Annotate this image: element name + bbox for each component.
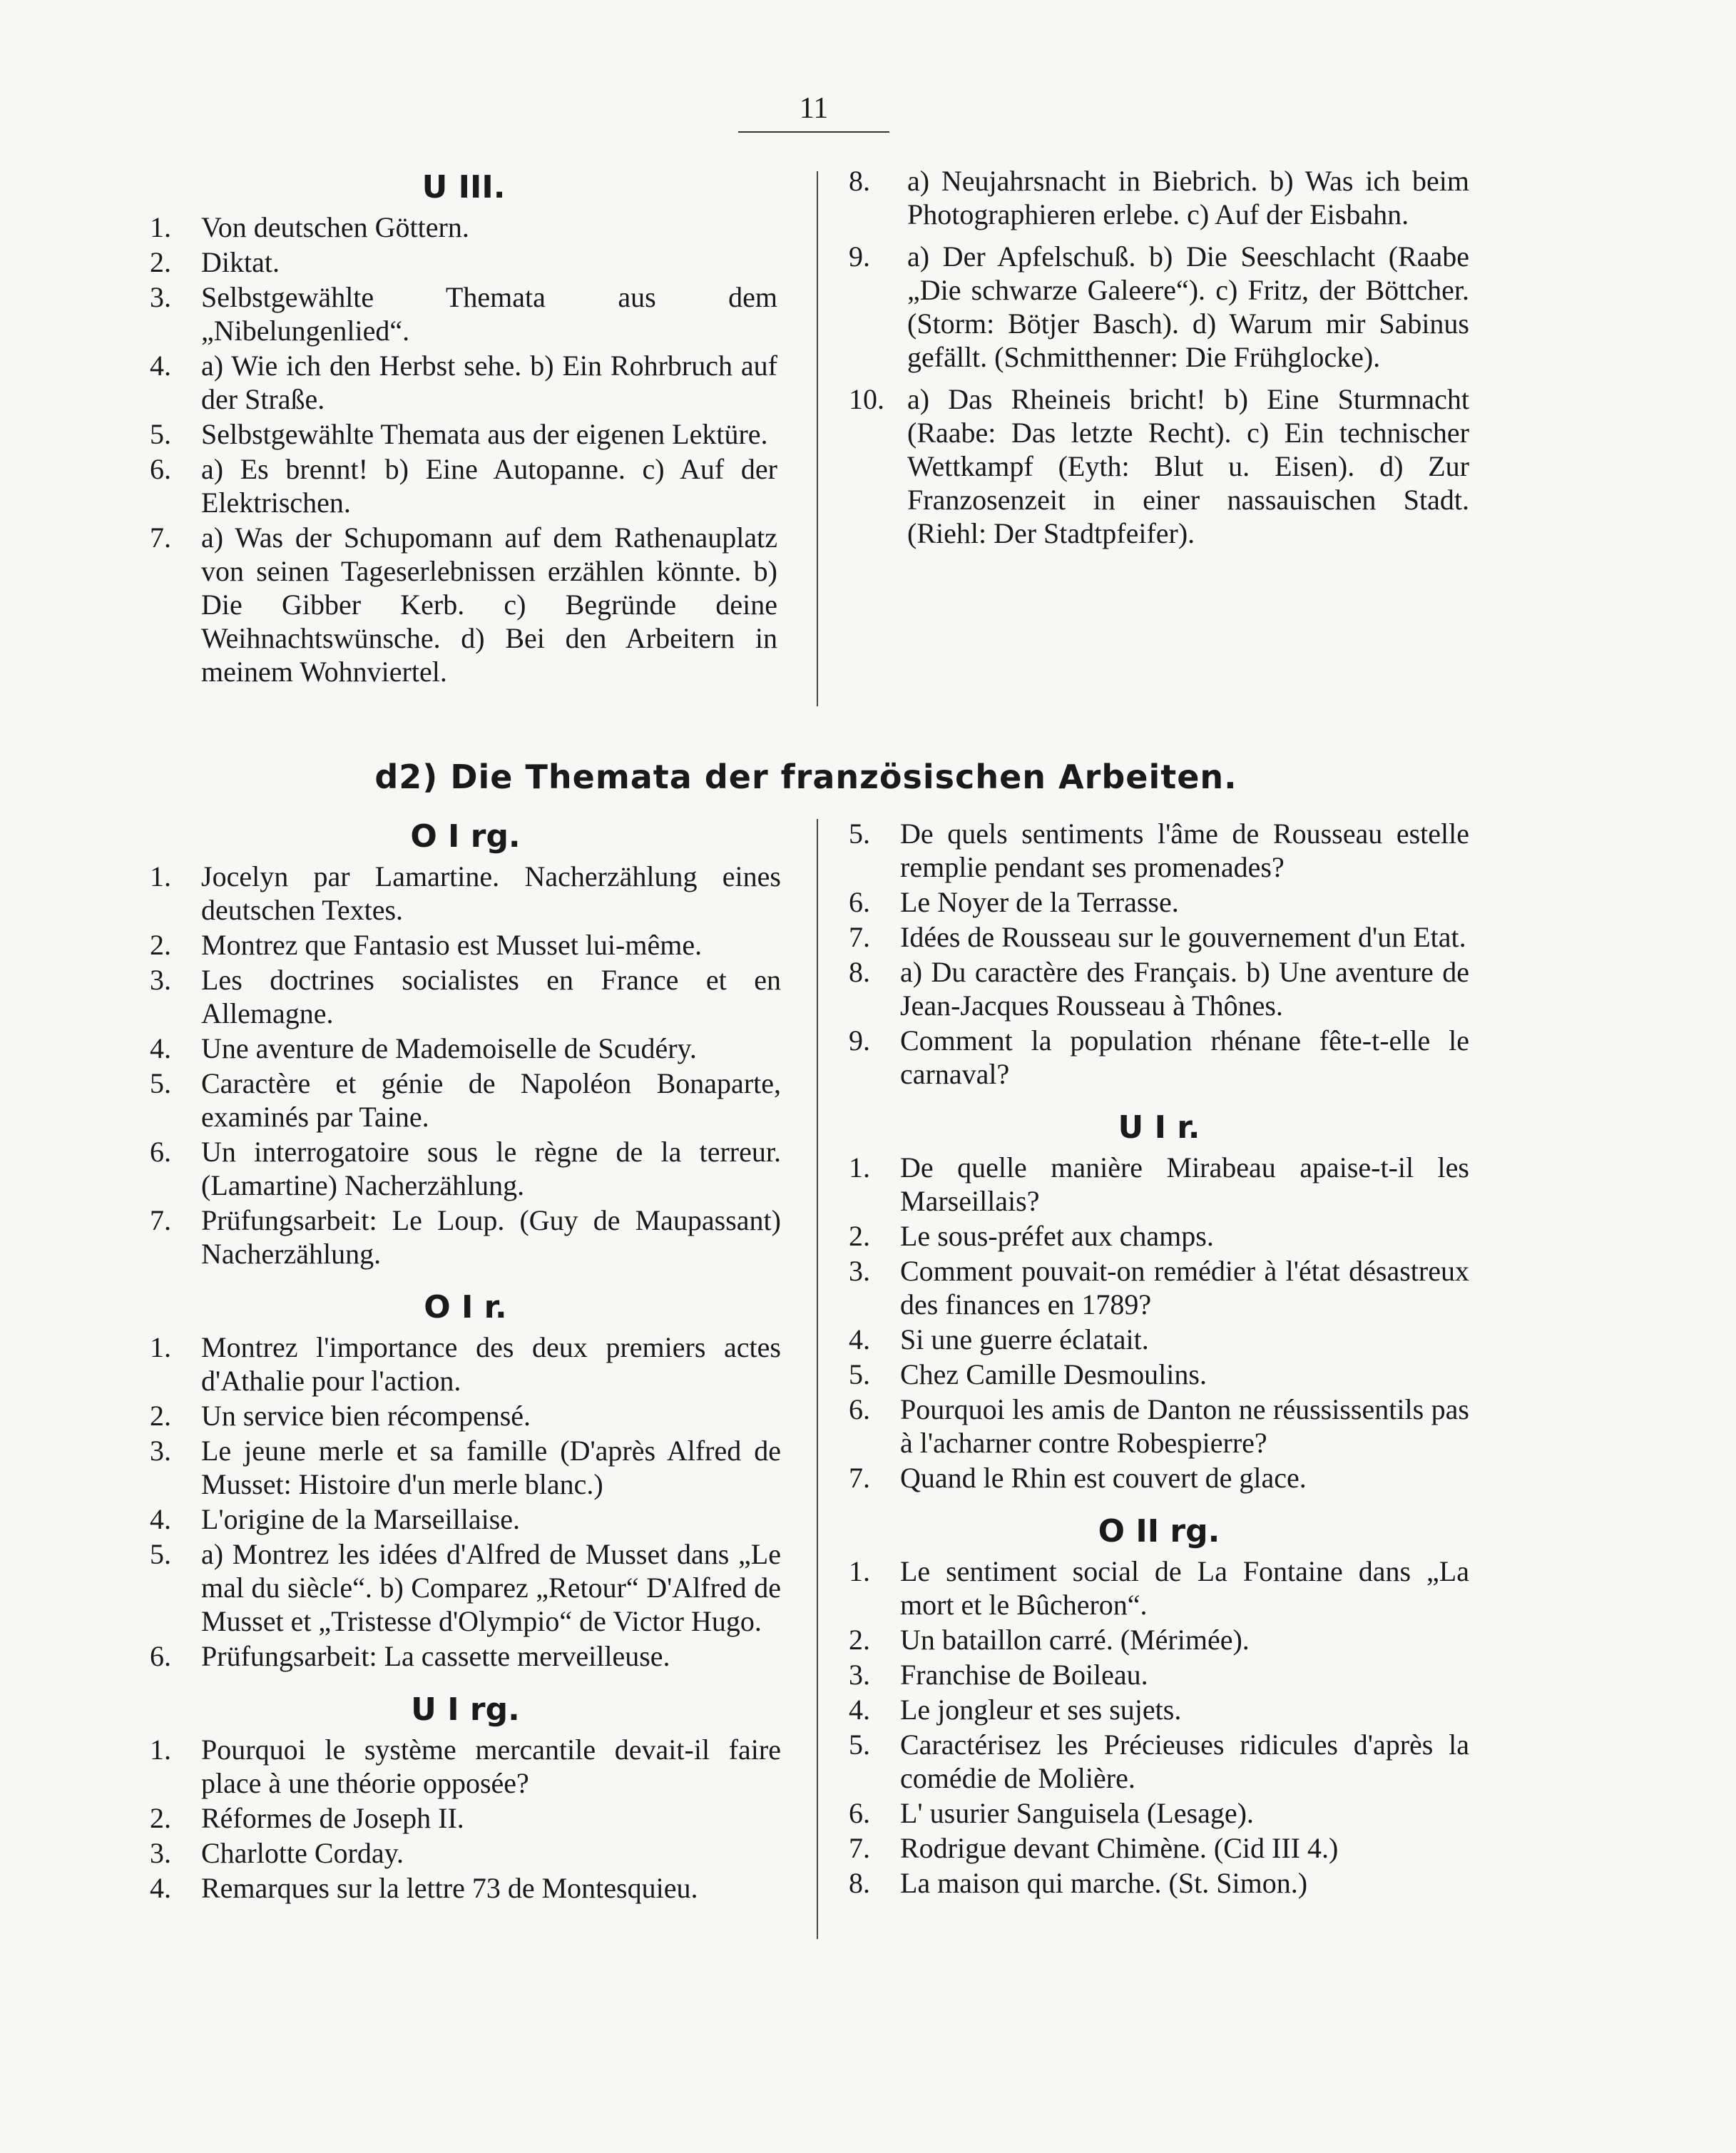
item-number: 6. xyxy=(849,886,870,918)
topic-list xyxy=(150,1733,781,1905)
item-number: 6. xyxy=(150,453,171,485)
item-text: Le sentiment social de La Fontaine dans „La mort et le Bûcheron“. xyxy=(900,1555,1469,1621)
topic-list xyxy=(849,817,1469,1091)
item-number: 9. xyxy=(849,1024,870,1057)
list-item xyxy=(150,1135,781,1202)
list-item xyxy=(849,164,1469,231)
list-item xyxy=(849,1024,1469,1091)
item-text: a) Der Apfelschuß. b) Die Seeschlacht (Raabe „Die schwarze Galeere“). c) Fritz, der Böttcher. (Storm: Bötjer Basch). d) Warum mir Sabinus gefällt. (Schmitthenner: Die Frühglocke). xyxy=(907,240,1469,373)
item-number: 1. xyxy=(150,211,171,243)
item-number: 6. xyxy=(849,1393,870,1425)
list-item xyxy=(150,1639,781,1673)
item-text: Comment pouvait-on remédier à l'état désastreux des finances en 1789? xyxy=(900,1255,1469,1320)
item-number: 1. xyxy=(150,1331,171,1363)
item-text: Von deutschen Göttern. xyxy=(201,211,469,243)
list-item xyxy=(849,1796,1469,1830)
item-number: 2. xyxy=(150,929,171,961)
item-text: Diktat. xyxy=(201,246,280,278)
item-text: Le Noyer de la Terrasse. xyxy=(900,886,1179,918)
item-number: 1. xyxy=(849,1555,870,1587)
item-text: a) Das Rheineis bricht! b) Eine Sturmnacht (Raabe: Das letzte Recht). c) Ein technischer Wettkampf (Eyth: Blut u. Eisen). d) Zur Franzosenzeit in einer nassauischen Stadt. (Riehl: Der Stadtpfeifer). xyxy=(907,383,1469,549)
item-number: 4. xyxy=(849,1694,870,1726)
list-item xyxy=(150,1032,781,1065)
list-item xyxy=(849,1393,1469,1460)
item-number: 7. xyxy=(849,1832,870,1864)
item-number: 8. xyxy=(849,1867,870,1899)
class-heading: U I rg. xyxy=(411,1691,520,1728)
item-text: a) Montrez les idées d'Alfred de Musset dans „Le mal du siècle“. b) Comparez „Retour“ D'Alfred de Musset et „Tristesse d'Olympio“ de Victor Hugo. xyxy=(201,1538,781,1637)
list-item xyxy=(150,1399,781,1432)
item-text: Jocelyn par Lamartine. Nacherzählung eines deutschen Textes. xyxy=(201,860,781,926)
item-number: 5. xyxy=(849,1729,870,1761)
item-text: a) Was der Schupomann auf dem Rathenauplatz von seinen Tageserlebnissen erzählen könnte. b) Die Gibber Kerb. c) Begründe deine Weihnachtswünsche. d) Bei den Arbeitern in meinem Wohnviertel. xyxy=(201,521,777,688)
item-number: 4. xyxy=(150,1503,171,1535)
list-item xyxy=(150,1502,781,1536)
item-number: 7. xyxy=(150,1204,171,1236)
item-number: 3. xyxy=(150,1435,171,1467)
item-number: 7. xyxy=(849,1462,870,1494)
item-number: 2. xyxy=(150,1400,171,1432)
item-text: Un interrogatoire sous le règne de la terreur. (Lamartine) Nacherzählung. xyxy=(201,1136,781,1201)
item-number: 2. xyxy=(849,1624,870,1656)
list-item xyxy=(150,1801,781,1835)
item-number: 5. xyxy=(150,418,171,450)
list-item xyxy=(150,210,777,244)
item-number: 3. xyxy=(849,1659,870,1691)
item-text: La maison qui marche. (St. Simon.) xyxy=(900,1867,1308,1899)
french-right-column xyxy=(849,817,1469,1901)
item-text: L' usurier Sanguisela (Lesage). xyxy=(900,1797,1254,1829)
item-text: Caractère et génie de Napoléon Bonaparte, examinés par Taine. xyxy=(201,1067,781,1133)
list-item xyxy=(849,1554,1469,1622)
list-item xyxy=(150,1067,781,1134)
item-number: 4. xyxy=(150,1032,171,1064)
item-text: Pourquoi le système mercantile devait-il faire place à une théorie opposée? xyxy=(201,1734,781,1799)
item-text: Pourquoi les amis de Danton ne réussissentils pas à l'acharner contre Robespierre? xyxy=(900,1393,1469,1459)
list-item xyxy=(849,1623,1469,1656)
list-item xyxy=(150,1537,781,1638)
item-number: 7. xyxy=(849,921,870,953)
item-number: 2. xyxy=(849,1220,870,1252)
item-text: Montrez que Fantasio est Musset lui-même. xyxy=(201,929,703,961)
item-text: Prüfungsarbeit: La cassette merveilleuse. xyxy=(201,1640,670,1672)
list-item xyxy=(150,452,777,519)
topic-list xyxy=(150,860,781,1271)
list-item xyxy=(849,920,1469,954)
item-number: 4. xyxy=(150,1872,171,1904)
list-item xyxy=(849,1728,1469,1795)
list-item xyxy=(150,963,781,1030)
section-title: d2) Die Themata der französischen Arbeiten. xyxy=(374,758,1237,796)
item-number: 3. xyxy=(849,1255,870,1287)
item-text: Une aventure de Mademoiselle de Scudéry. xyxy=(201,1032,697,1064)
list-item xyxy=(849,1693,1469,1726)
list-item xyxy=(849,1219,1469,1253)
list-item xyxy=(150,349,777,416)
item-number: 6. xyxy=(150,1640,171,1672)
item-text: Montrez l'importance des deux premiers actes d'Athalie pour l'action. xyxy=(201,1331,781,1397)
column-divider xyxy=(817,819,818,1939)
item-text: Le jeune merle et sa famille (D'après Alfred de Musset: Histoire d'un merle blanc.) xyxy=(201,1435,781,1500)
item-text: Quand le Rhin est couvert de glace. xyxy=(900,1462,1307,1494)
topic-list xyxy=(849,164,1469,550)
item-number: 5. xyxy=(150,1538,171,1570)
item-number: 3. xyxy=(150,281,171,313)
item-number: 9. xyxy=(849,240,870,273)
item-text: Remarques sur la lettre 73 de Montesquieu. xyxy=(201,1872,698,1904)
list-item xyxy=(849,1658,1469,1691)
german-right-column xyxy=(849,164,1469,559)
list-item xyxy=(150,1434,781,1501)
item-text: Charlotte Corday. xyxy=(201,1837,404,1869)
item-text: Idées de Rousseau sur le gouvernement d'un Etat. xyxy=(900,921,1466,953)
list-item xyxy=(150,860,781,927)
item-number: 3. xyxy=(150,1837,171,1869)
item-text: Chez Camille Desmoulins. xyxy=(900,1358,1207,1390)
item-text: Caractérisez les Précieuses ridicules d'après la comédie de Molière. xyxy=(900,1729,1469,1794)
item-text: Le jongleur et ses sujets. xyxy=(900,1694,1182,1726)
topic-list xyxy=(849,1554,1469,1900)
list-item xyxy=(150,417,777,451)
class-heading: U III. xyxy=(422,169,506,205)
item-text: Selbstgewählte Themata aus dem „Nibelungenlied“. xyxy=(201,281,777,347)
list-item xyxy=(150,1871,781,1905)
item-number: 1. xyxy=(150,1734,171,1766)
item-number: 4. xyxy=(849,1323,870,1355)
item-text: Selbstgewählte Themata aus der eigenen Lektüre. xyxy=(201,418,768,450)
item-number: 3. xyxy=(150,964,171,996)
item-number: 2. xyxy=(150,246,171,278)
list-item xyxy=(150,1330,781,1398)
list-item xyxy=(150,521,777,688)
column-divider xyxy=(817,171,818,706)
item-text: De quelle manière Mirabeau apaise-t-il les Marseillais? xyxy=(900,1151,1469,1217)
list-item xyxy=(849,1323,1469,1356)
list-item xyxy=(150,245,777,279)
item-number: 2. xyxy=(150,1802,171,1834)
item-number: 5. xyxy=(849,1358,870,1390)
item-text: Si une guerre éclatait. xyxy=(900,1323,1149,1355)
french-left-column xyxy=(150,817,781,1906)
topic-list xyxy=(150,1330,781,1673)
item-text: a) Du caractère des Français. b) Une aventure de Jean-Jacques Rousseau à Thônes. xyxy=(900,956,1469,1022)
list-item xyxy=(150,1733,781,1800)
item-text: Comment la population rhénane fête-t-elle le carnaval? xyxy=(900,1024,1469,1090)
item-text: L'origine de la Marseillaise. xyxy=(201,1503,521,1535)
item-number: 7. xyxy=(150,521,171,554)
list-item xyxy=(849,955,1469,1022)
page-number: 11 xyxy=(738,88,889,133)
item-text: a) Wie ich den Herbst sehe. b) Ein Rohrbruch auf der Straße. xyxy=(201,350,777,415)
item-number: 1. xyxy=(150,860,171,892)
item-text: Le sous-préfet aux champs. xyxy=(900,1220,1214,1252)
item-number: 6. xyxy=(849,1797,870,1829)
item-text: Rodrigue devant Chimène. (Cid III 4.) xyxy=(900,1832,1339,1864)
item-number: 10. xyxy=(849,383,884,415)
list-item xyxy=(849,817,1469,884)
item-text: De quels sentiments l'âme de Rousseau estelle remplie pendant ses promenades? xyxy=(900,818,1469,883)
class-heading: O II rg. xyxy=(1098,1513,1220,1549)
list-item xyxy=(150,1836,781,1870)
item-text: Un service bien récompensé. xyxy=(201,1400,531,1432)
class-heading: O I rg. xyxy=(410,818,521,855)
list-item xyxy=(150,1203,781,1271)
list-item xyxy=(849,382,1469,550)
item-number: 8. xyxy=(849,956,870,988)
list-item xyxy=(849,1254,1469,1321)
item-number: 5. xyxy=(849,818,870,850)
list-item xyxy=(849,1151,1469,1218)
topic-list xyxy=(150,210,777,688)
class-heading: O I r. xyxy=(424,1289,507,1325)
list-item xyxy=(849,1358,1469,1391)
class-heading: U I r. xyxy=(1118,1109,1200,1146)
item-number: 6. xyxy=(150,1136,171,1168)
item-number: 1. xyxy=(849,1151,870,1184)
list-item xyxy=(849,1461,1469,1495)
item-text: a) Es brennt! b) Eine Autopanne. c) Auf der Elektrischen. xyxy=(201,453,777,519)
item-text: Franchise de Boileau. xyxy=(900,1659,1148,1691)
item-text: Prüfungsarbeit: Le Loup. (Guy de Maupassant) Nacherzählung. xyxy=(201,1204,781,1270)
list-item xyxy=(849,240,1469,374)
item-number: 4. xyxy=(150,350,171,382)
item-text: Réformes de Joseph II. xyxy=(201,1802,464,1834)
item-text: Les doctrines socialistes en France et en Allemagne. xyxy=(201,964,781,1029)
list-item xyxy=(150,928,781,962)
item-text: Un bataillon carré. (Mérimée). xyxy=(900,1624,1250,1656)
item-number: 5. xyxy=(150,1067,171,1099)
list-item xyxy=(849,885,1469,919)
item-number: 8. xyxy=(849,165,870,197)
item-text: a) Neujahrsnacht in Biebrich. b) Was ich beim Photographieren erlebe. c) Auf der Eisbahn. xyxy=(907,165,1469,230)
list-item xyxy=(150,280,777,347)
topic-list xyxy=(849,1151,1469,1495)
german-left-column xyxy=(150,168,777,690)
list-item xyxy=(849,1866,1469,1900)
list-item xyxy=(849,1831,1469,1865)
